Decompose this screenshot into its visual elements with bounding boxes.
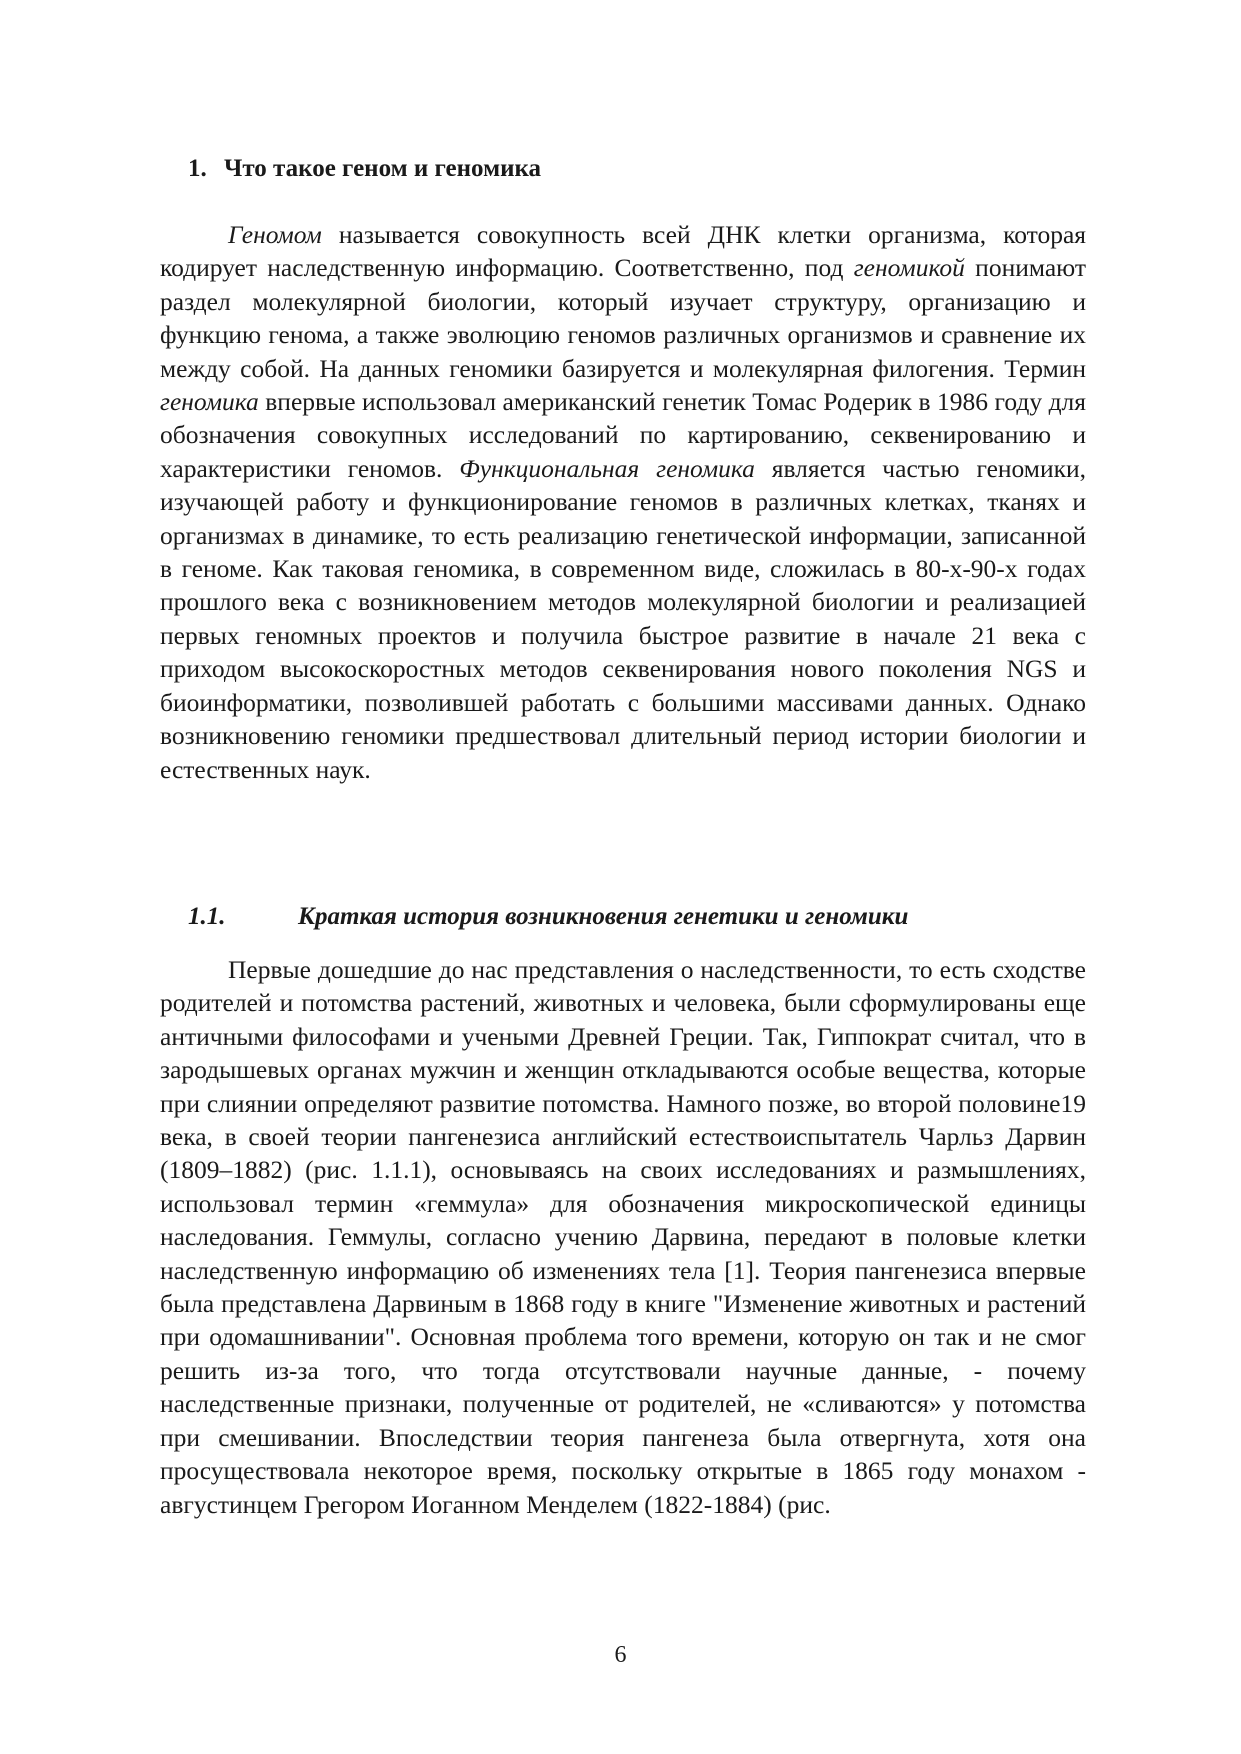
paragraph-text: является частью геномики, изучающей работу и функционирование геномов в различных клетках, тканях и организмах в динамике, то есть реализацию генетической информации, записанной в геноме. Как таковая геномика, в современном виде, сложилась в 80-х-90-х годах прошлого века с возникновением методов молекулярной биологии и реализацией первых геномных проектов и получила быстрое развитие в начале 21 века с приходом высокоскоростных методов секвенирования нового поколения NGS и биоинформатики, позволившей работать с большими массивами данных. Однако возникновению геномики предшествовал длительный период истории биологии и естественных наук. [160, 453, 1086, 784]
section-title: Что такое геном и геномика [224, 155, 542, 182]
term-functional-genomics: Функциональная геномика [459, 453, 755, 483]
term-genomics-2: геномика [160, 387, 259, 417]
paragraph-genome-definition [160, 218, 1086, 786]
paragraph-text: понимают раздел молекулярной биологии, который изучает структуру, организацию и функцию генома, а также эволюцию геномов различных организмов и сравнение их между собой. На данных геномики базируется и молекулярная филогения. Термин [160, 253, 1086, 383]
section-heading-1 [188, 152, 541, 186]
term-genome: Геномом [228, 220, 322, 249]
subsection-number: 1.1. [188, 903, 226, 930]
section-number: 1. [188, 155, 207, 182]
subsection-title: Краткая история возникновения генетики и геномики [298, 903, 909, 930]
section-heading-1-1 [188, 900, 908, 934]
paragraph-text: впервые использовал американский генетик Томас Родерик в 1986 году для обозначения совокупных исследований по картированию, секвенированию и характеристики геномов. [160, 387, 1086, 483]
paragraph-history [160, 953, 1086, 1521]
term-genomics: геномикой [853, 253, 965, 283]
paragraph-text: называется совокупность всей ДНК клетки организма, которая кодирует наследственную информацию. Соответственно, под [160, 220, 1086, 283]
paragraph-text: Первые дошедшие до нас представления о наследственности, то есть сходстве родителей и потомства растений, животных и человека, были сформулированы еще античными философами и учеными Древней Греции. Так, Гиппократ считал, что в зародышевых органах мужчин и женщин откладываются особые вещества, которые при слиянии определяют развитие потомства. Намного позже, во второй половине19 века, в своей теории пангенезиса английский естествоиспытатель Чарльз Дарвин (1809–1882) (рис. 1.1.1), основываясь на своих исследованиях и размышлениях, использовал термин «геммула» для обозначения микроскопической единицы наследования. Геммулы, согласно учению Дарвина, передают в половые клетки наследственную информацию об изменениях тела [1]. Теория пангенезиса впервые была представлена Дарвиным в 1868 году в книге "Изменение животных и растений при одомашнивании". Основная проблема того времени, которую он так и не смог решить из-за того, что тогда отсутствовали научные данные, - почему наследственные признаки, полученные от родителей, не «сливаются» у потомства при смешивании. Впоследствии теория пангенеза была отвергнута, хотя она просуществовала некоторое время, поскольку открытые в 1865 году монахом - августинцем Грегором Иоганном Менделем (1822-1884) (рис. [160, 955, 1086, 1519]
page-number: 6 [614, 1642, 627, 1668]
